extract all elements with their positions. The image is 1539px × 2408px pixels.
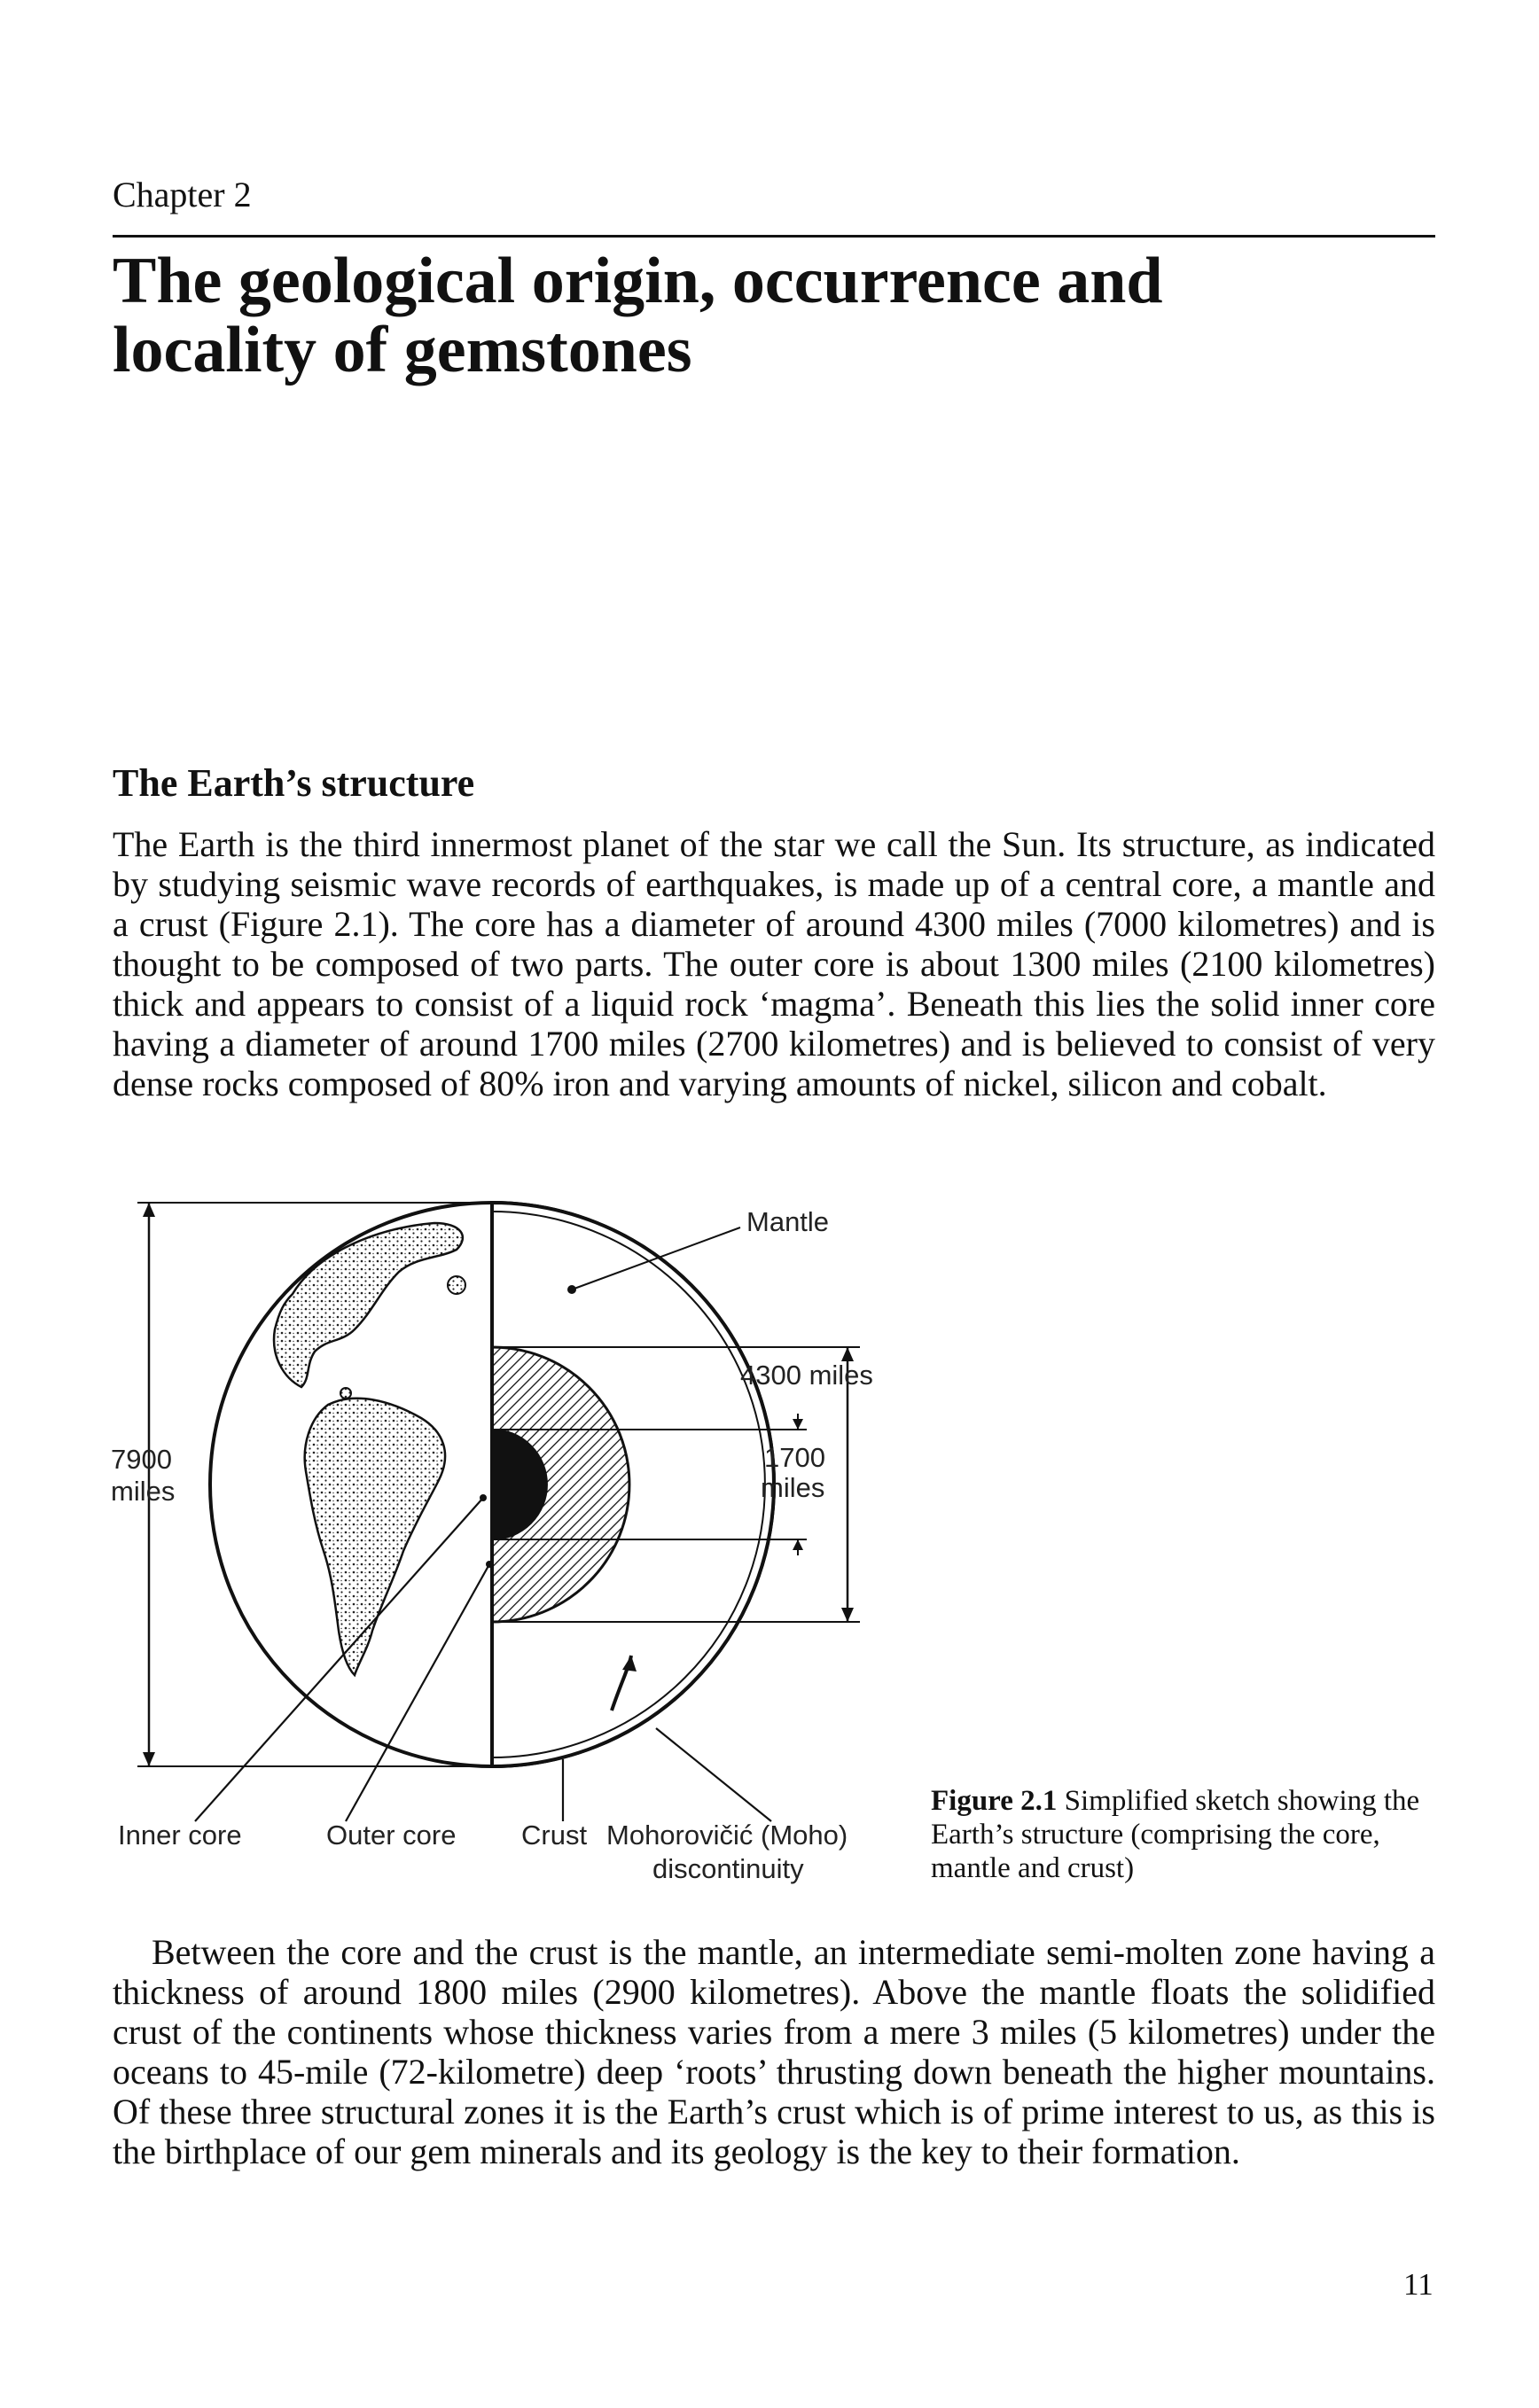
figure-caption (931, 1784, 1427, 1885)
body-paragraph: The Earth is the third innermost planet of the star we call the Sun. Its structure, as indicated by studying seismic wave records of earthquakes, is made up of a central core, a mantle and a crust (Figure 2.1). The core has a diameter of around 4300 miles (7000 kilometres) and is thought to be composed of two parts. The outer core is about 1300 miles (2100 kilometres) thick and appears to consist of a liquid rock ‘magma’. Beneath this lies the solid inner core having a diameter of around 1700 miles (2700 kilometres) and is believed to consist of very dense rocks composed of 80% iron and varying amounts of nickel, silicon and cobalt. (113, 824, 1435, 1103)
page-number: 11 (1403, 2267, 1434, 2302)
label-mantle: Mantle (746, 1206, 830, 1237)
label-1700-value: 1700 (764, 1442, 825, 1473)
label-outer-core: Outer core (326, 1820, 457, 1851)
label-inner-core: Inner core (118, 1820, 242, 1851)
figure-caption-text: Simplified sketch showing the Earth’s structure (comprising the core, mantle and crust) (931, 1785, 1420, 1884)
island (448, 1276, 465, 1294)
inner-core-leader-dot (480, 1494, 487, 1501)
dimension-1700-top-arrow (793, 1419, 803, 1430)
label-moho: Mohorovičić (Moho) (606, 1820, 848, 1851)
earth-structure-diagram (89, 1188, 904, 1897)
label-4300-miles: 4300 miles (740, 1360, 873, 1391)
figure-number: Figure 2.1 (931, 1785, 1058, 1817)
section-heading: The Earth’s structure (113, 761, 475, 805)
chapter-title: The geological origin, occurrence and locality of gemstones (113, 245, 1163, 386)
chapter-label: Chapter 2 (113, 175, 252, 214)
earth-structure-figure (89, 1188, 904, 1897)
mantle-leader-dot (567, 1285, 576, 1294)
outer-core-leader-dot (486, 1561, 493, 1568)
label-moho-discontinuity: discontinuity (652, 1853, 804, 1884)
dimension-1700-bottom-arrow (793, 1539, 803, 1550)
label-1700-unit: miles (761, 1472, 825, 1503)
island (340, 1388, 351, 1399)
dimension-4300-bottom-arrow (841, 1608, 854, 1622)
label-crust: Crust (521, 1820, 588, 1851)
dimension-7900-top-arrow (143, 1203, 155, 1217)
label-7900-value: 7900 (111, 1444, 172, 1475)
moho-leader (656, 1728, 771, 1821)
label-7900-unit: miles (111, 1476, 176, 1507)
body-paragraph: Between the core and the crust is the mantle, an intermediate semi-molten zone having a thickness of around 1800 miles (2900 kilometres). Above the mantle floats the solidified crust of the continents whose thickness varies from a mere 3 miles (5 kilometres) under the oceans to 45-mile (72-kilometre) deep ‘roots’ thrusting down beneath the higher mountains. Of these three structural zones it is the Earth’s crust which is of prime interest to us, as this is the birthplace of our gem minerals and its geology is the key to their formation. (113, 1932, 1435, 2171)
dimension-7900-bottom-arrow (143, 1752, 155, 1766)
chapter-rule (113, 235, 1435, 238)
